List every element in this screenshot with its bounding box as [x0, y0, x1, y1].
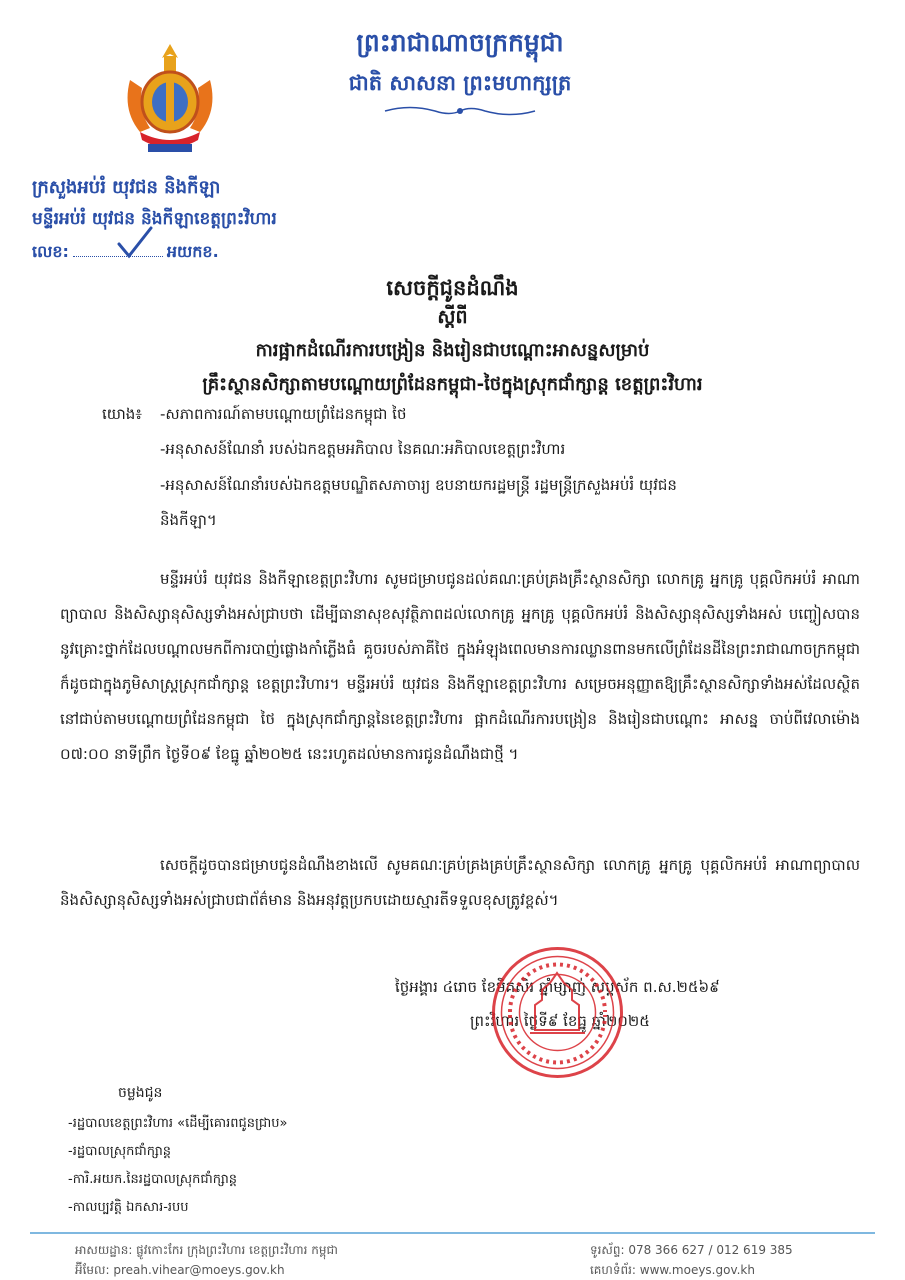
department-name: មន្ទីរអប់រំ យុវជន និងកីឡាខេត្តព្រះវិហារ [32, 209, 277, 229]
footer-website: គេហទំព័រ: www.moeys.gov.kh [590, 1263, 755, 1277]
reference-item-continuation: និងកីឡា។ [160, 511, 217, 529]
notice-subject-label: ស្តីពី [437, 306, 468, 328]
footer-divider [30, 1232, 875, 1234]
reference-item: -អនុសាសន៍ណែនាំរបស់ឯកឧត្តមបណ្ឌិតសភាចារ្យ ឧបនាយករដ្ឋមន្ត្រី រដ្ឋមន្ត្រីក្រសួងអប់រំ យុវជន [160, 476, 677, 494]
footer-phone: ទូរស័ព្ទ: 078 366 627 / 012 619 385 [590, 1243, 793, 1257]
ref-suffix: អយកខ. [166, 242, 219, 261]
ornament-flourish-icon [380, 102, 540, 120]
kingdom-heading: ព្រះរាជាណាចក្រកម្ពុជា [356, 28, 564, 57]
body-paragraph-2: សេចក្តីដូចបានជម្រាបជូនដំណឹងខាងលើ សូមគណៈគ្រប់គ្រងគ្រប់គ្រឹះស្ថានសិក្សា លោកគ្រូ អ្នកគ្រូ បុគ្គលិកអប់រំ អាណាព្យាបាល និងសិស្សានុសិស្សទាំងអស់ជ្រាបជាព័ត៌មាន និងអនុវត្តប្រកបដោយស្មារតីទទួលខុសត្រូវខ្ពស់។ [60, 856, 860, 909]
ref-prefix: លេខ: [32, 242, 69, 261]
national-motto: ជាតិ សាសនា ព្រះមហាក្សត្រ [348, 71, 572, 95]
notice-subject-line1: ការផ្អាកដំណើរការបង្រៀន និងរៀនជាបណ្តោះអាសន្នសម្រាប់ [255, 340, 650, 361]
reference-item: -សភាពការណ៍តាមបណ្តោយព្រំដែនកម្ពុជា ថៃ [160, 405, 407, 423]
notice-title: សេចក្តីជូនដំណឹង [386, 276, 519, 300]
lunar-date: ថ្ងៃអង្គារ ៤រោច ខែមិគសិរ ឆ្នាំម្សាញ់ សប្តស័ក ព.ស.២៥៦៩ [395, 978, 720, 996]
cc-item: -រដ្ឋបាលខេត្តព្រះវិហារ «ដើម្បីគោរពជូនជ្រាប» [68, 1116, 288, 1131]
cc-item: -កាលប្បវត្តិ ឯកសារ-របប [68, 1200, 189, 1215]
official-stamp-icon [490, 945, 625, 1080]
checkmark-icon [115, 226, 155, 260]
references-label: យោង៖ [102, 405, 142, 423]
cc-title: ចម្លងជូន [118, 1085, 163, 1101]
cc-item: -ការិ.អយក.នៃរដ្ឋបាលស្រុកជាំក្សាន្ត [68, 1172, 238, 1187]
body-paragraph-1: មន្ទីរអប់រំ យុវជន និងកីឡាខេត្តព្រះវិហារ សូមជម្រាបជូនដល់គណៈគ្រប់គ្រងគ្រឹះស្ថានសិក្សា លោកគ្រូ អ្នកគ្រូ បុគ្គលិកអប់រំ អាណាព្យាបាល និងសិស្សានុសិស្សទាំងអស់ជ្រាបថា ដើម្បីធានាសុខសុវត្ថិភាពដល់លោកគ្រូ អ្នកគ្រូ បុគ្គលិកអប់រំ និងសិស្សានុសិស្សទាំងអស់ បញ្ចៀសបាននូវគ្រោះថ្នាក់ដែលបណ្តាលមកពីការបាញ់ផ្លោងកាំភ្លើងធំ គួចរបស់ភាគីថៃ ក្នុងអំឡុងពេលមានការឈ្លានពានមកលើព្រំដែនដីនៃព្រះរាជាណាចក្រកម្ពុជា ក៏ដូចជាក្នុងភូមិសាស្ត្រស្រុកជាំក្សាន្ត ខេត្តព្រះវិហារ។ មន្ទីរអប់រំ យុវជន និងកីឡាខេត្តព្រះវិហារ សម្រេចអនុញ្ញាតឱ្យគ្រឹះស្ថានសិក្សាទាំងអស់ដែលស្ថិតនៅជាប់តាមបណ្តោយព្រំដែនកម្ពុជា ថៃ ក្នុងស្រុកជាំក្សាន្តនៃខេត្តព្រះវិហារ ផ្អាកដំណើរការបង្រៀន និងរៀនជាបណ្តោះ អាសន្ន ចាប់ពីវេលាម៉ោង ០៧:០០ នាទីព្រឹក ថ្ងៃទី០៩ ខែធ្នូ ឆ្នាំ២០២៥ នេះរហូតដល់មានការជូនដំណឹងជាថ្មី ។ [60, 570, 860, 763]
notice-subject-line2: គ្រឹះស្ថានសិក្សាតាមបណ្តោយព្រំដែនកម្ពុជា-ថៃក្នុងស្រុកជាំក្សាន្ត ខេត្តព្រះវិហារ [202, 374, 703, 395]
footer-email: អ៊ីមែល: preah.vihear@moeys.gov.kh [75, 1263, 285, 1277]
ministry-name: ក្រសួងអប់រំ យុវជន និងកីឡា [32, 177, 221, 198]
footer-address: អាសយដ្ឋាន: ផ្លូវកោះកែរ ក្រុងព្រះវិហារ ខេត្តព្រះវិហារ កម្ពុជា [75, 1243, 338, 1257]
cc-item: -រដ្ឋបាលស្រុកជាំក្សាន្ត [68, 1144, 172, 1159]
royal-emblem-icon [120, 40, 220, 158]
reference-item: -អនុសាសន៍ណែនាំ របស់ឯកឧត្តមអភិបាល នៃគណៈអភិបាលខេត្តព្រះវិហារ [160, 440, 566, 458]
solar-date: ព្រះវិហារ ថ្ងៃទី៩ ខែធ្នូ ឆ្នាំ២០២៥ [470, 1012, 650, 1030]
